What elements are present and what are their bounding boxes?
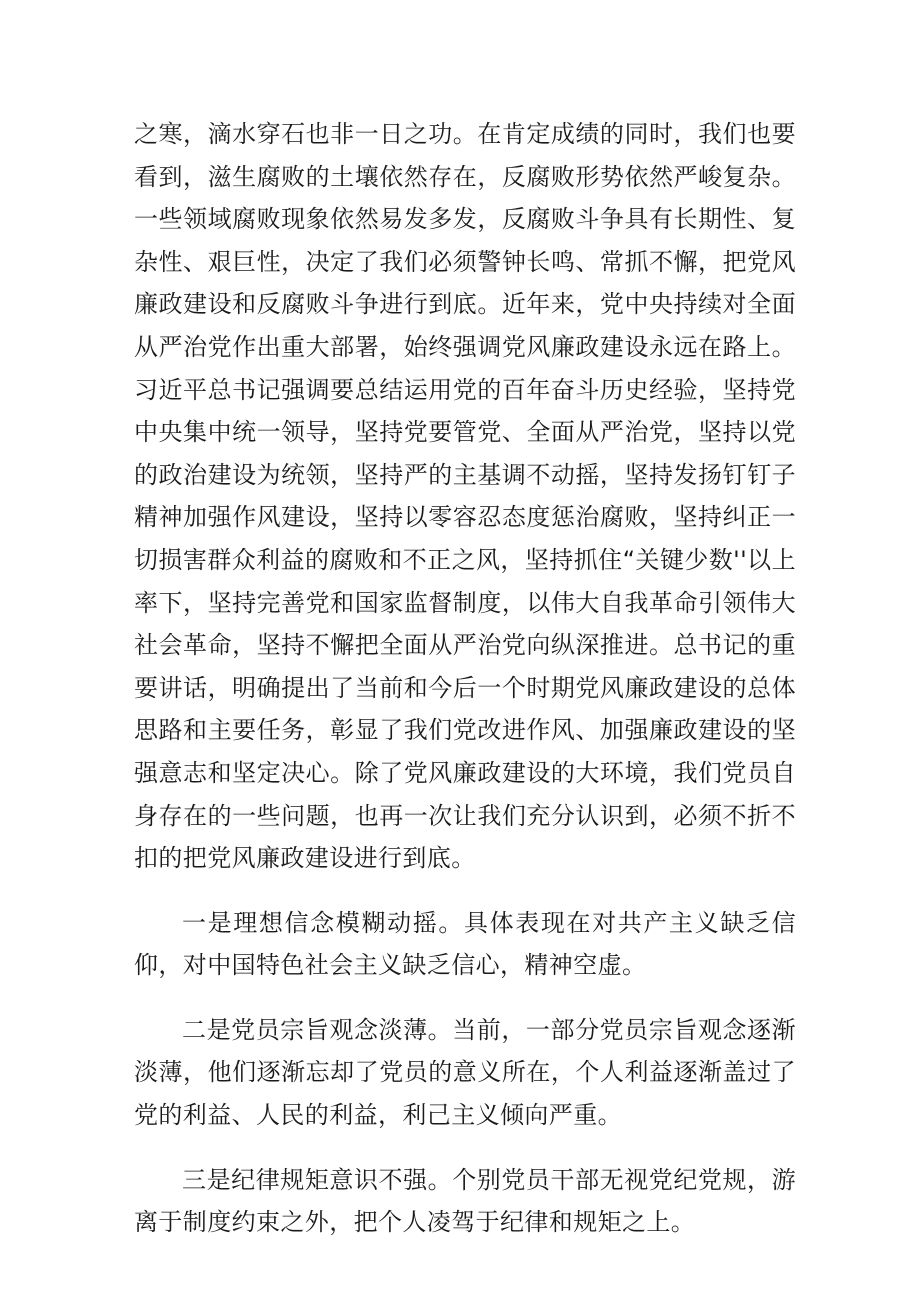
- document-body: [134, 113, 796, 1266]
- paragraph-point-two: 二是党员宗旨观念淡薄。当前，一部分党员宗旨观念逐渐淡薄，他们逐渐忘却了党员的意义所在，个人利益逐渐盖过了党的利益、人民的利益，利己主义倾向严重。: [134, 1015, 796, 1130]
- paragraph-point-one: 一是理想信念模糊动摇。具体表现在对共产主义缺乏信仰，对中国特色社会主义缺乏信心，精神空虚。: [134, 908, 796, 980]
- paragraph-continuation: 之寒，滴水穿石也非一日之功。在肯定成绩的同时，我们也要看到，滋生腐败的土壤依然存在，反腐败形势依然严峻复杂。一些领域腐败现象依然易发多发，反腐败斗争具有长期性、复杂性、艰巨性，决定了我们必须警钟长鸣、常抓不懈，把党风廉政建设和反腐败斗争进行到底。近年来，党中央持续对全面从严治党作出重大部署，始终强调党风廉政建设永远在路上。习近平总书记强调要总结运用党的百年奋斗历史经验，坚持党中央集中统一领导，坚持党要管党、全面从严治党，坚持以党的政治建设为统领，坚持严的主基调不动摇，坚持发扬钉钉子精神加强作风建设，坚持以零容忍态度惩治腐败，坚持纠正一切损害群众利益的腐败和不正之风，坚持抓住“关键少数''以上率下，坚持完善党和国家监督制度，以伟大自我革命引领伟大社会革命，坚持不懈把全面从严治党向纵深推进。总书记的重要讲话，明确提出了当前和今后一个时期党风廉政建设的总体思路和主要任务，彰显了我们党改进作风、加强廉政建设的坚强意志和坚定决心。除了党风廉政建设的大环境，我们党员自身存在的一些问题，也再一次让我们充分认识到，必须不折不扣的把党风廉政建设进行到底。: [134, 120, 796, 873]
- paragraph-point-three: 三是纪律规矩意识不强。个别党员干部无视党纪党规，游离于制度约束之外，把个人凌驾于纪律和规矩之上。: [134, 1165, 796, 1237]
